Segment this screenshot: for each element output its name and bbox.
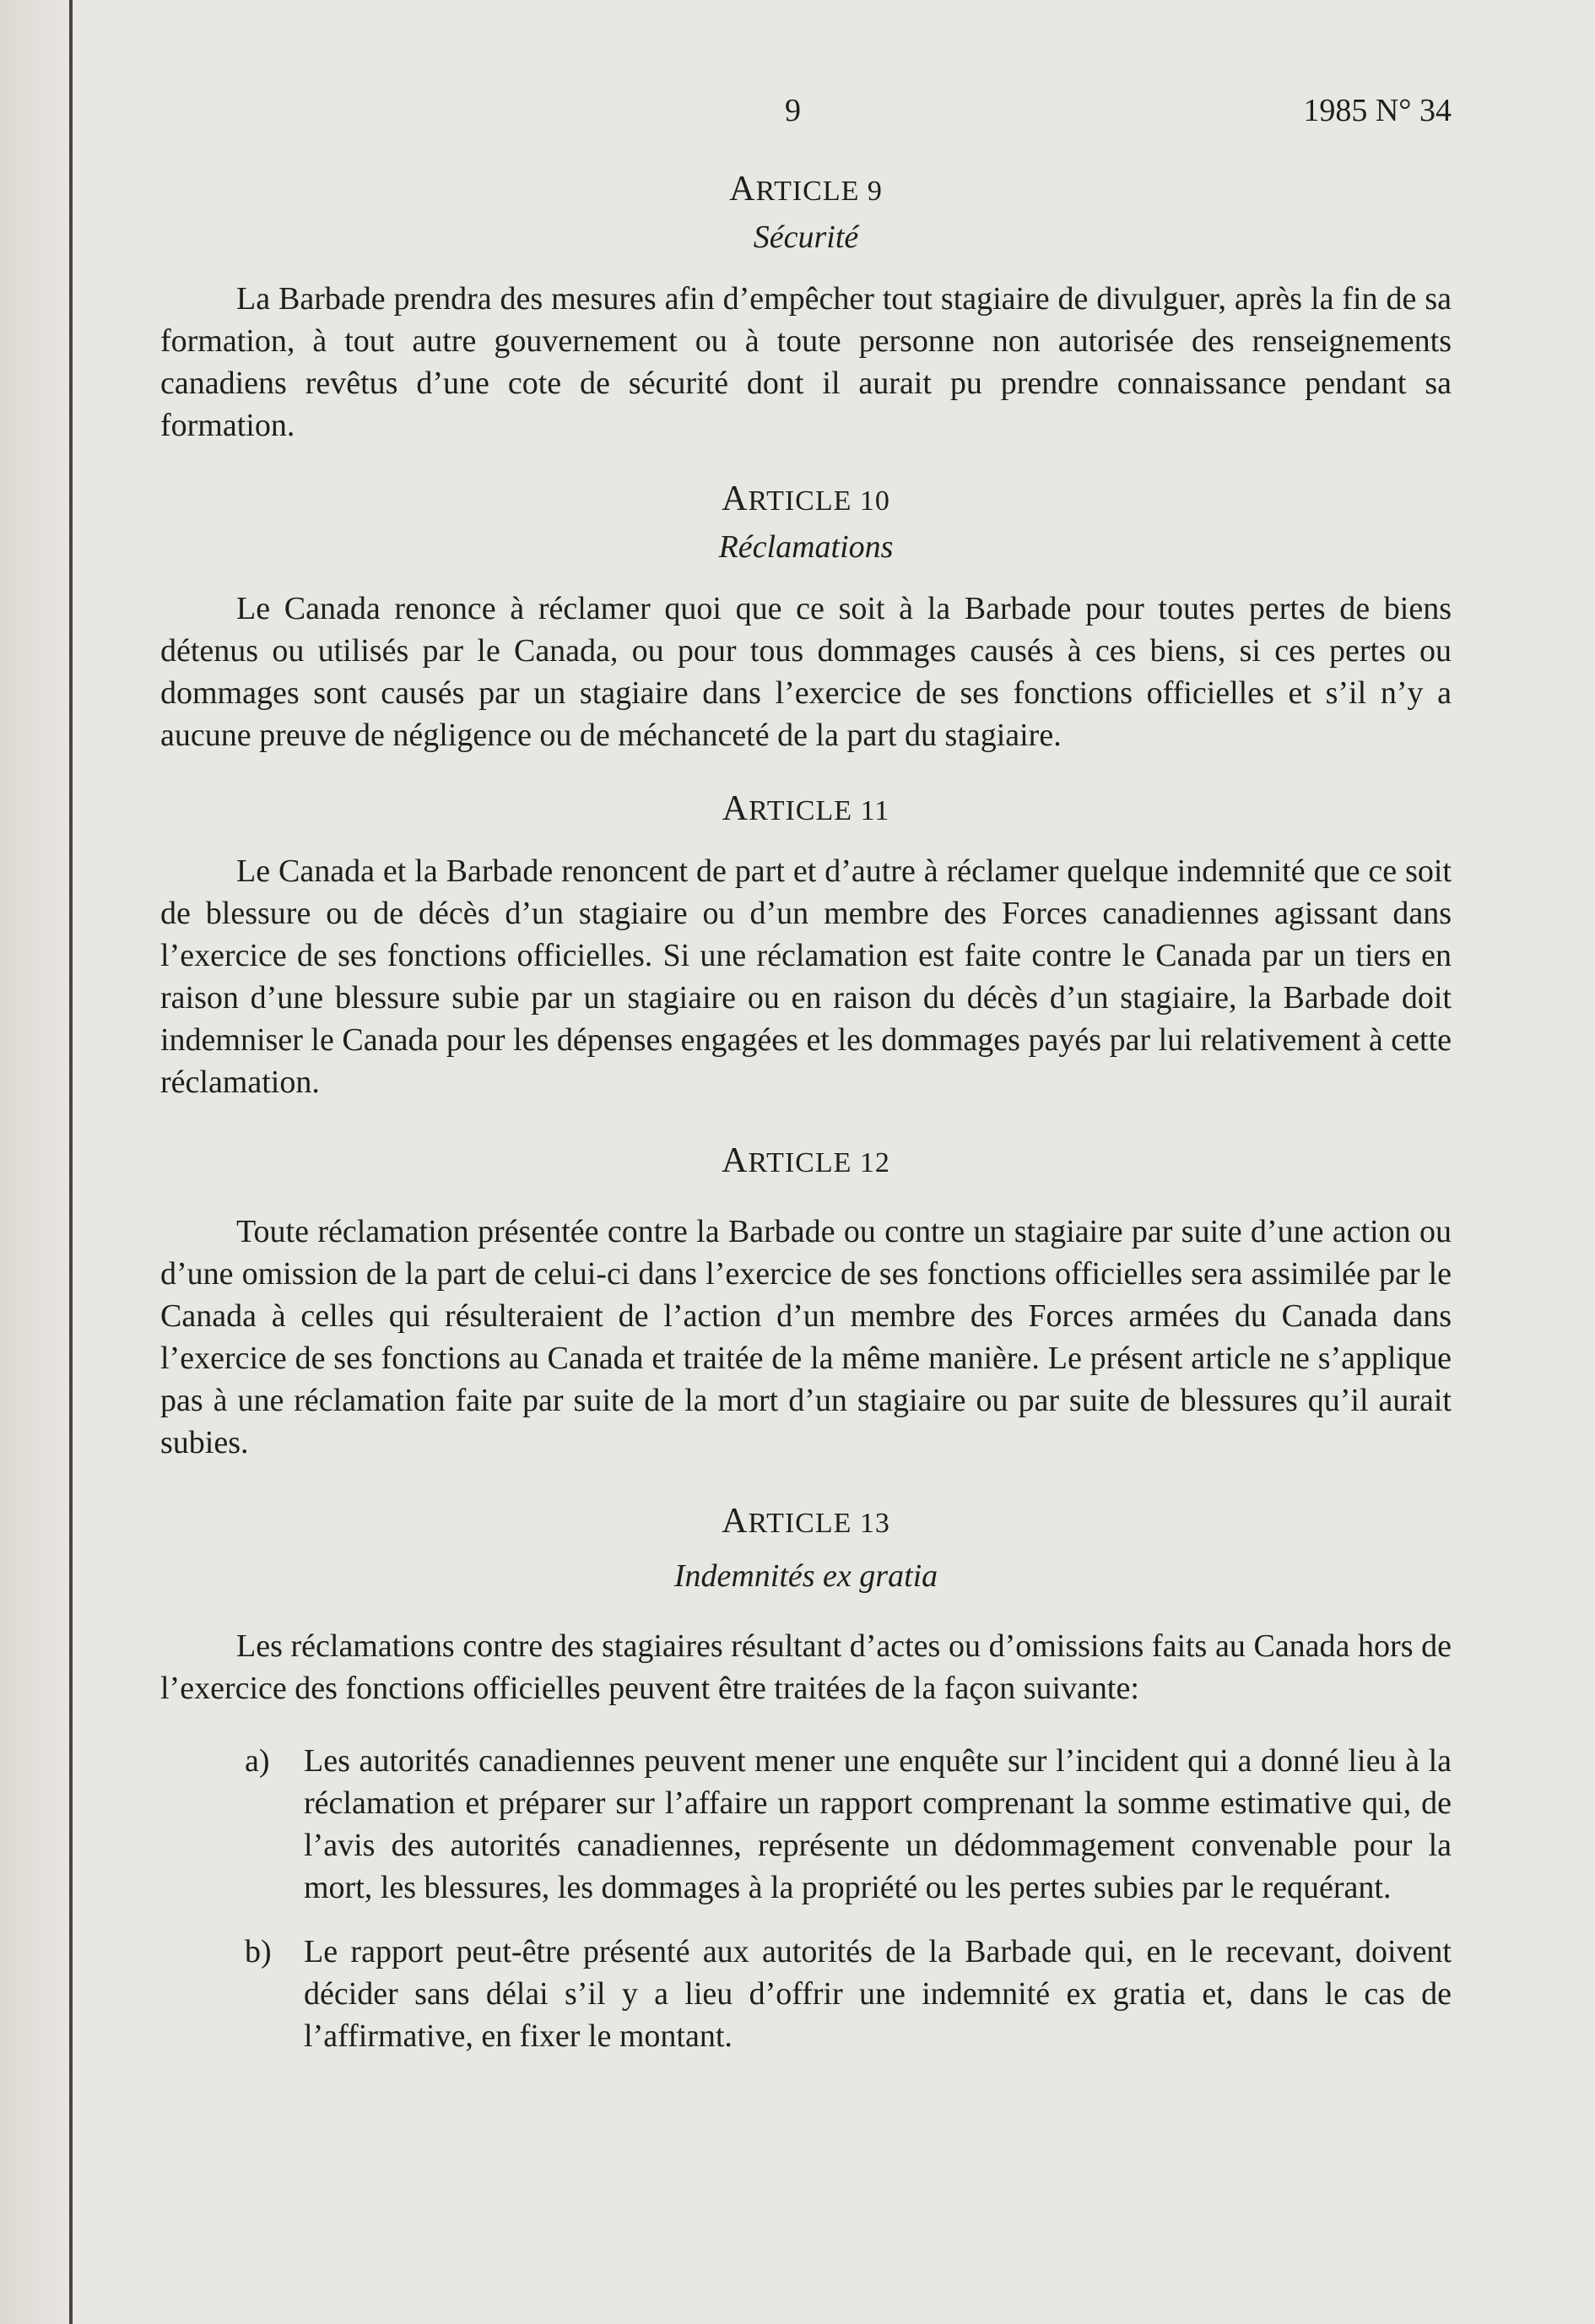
list-item-text: Les autorités canadiennes peuvent mener une enquête sur l’incident qui a donné lieu à la réclamation et préparer sur l’affaire un rapport comprenant la somme estimative qui, de l’avis des autorités canadiennes, représente un dédommagement convenable pour la mort, les blessures, les dommages à la propriété ou les pertes subies par le requérant. [304,1743,1452,1905]
article-paragraph: La Barbade prendra des mesures afin d’empêcher tout stagiaire de divulguer, après la fin de sa formation, à tout autre gouvernement ou à toute personne non autorisée des renseignements canadiens revêtus d’une cote de sécurité dont il aurait pu prendre connaissance pendant sa formation. [160,281,1452,443]
article-heading: ARTICLE 9 [729,170,883,209]
article-9-section [160,171,1452,447]
list-marker: a) [245,1743,270,1779]
list-item [160,1740,1452,1909]
article-heading: ARTICLE 12 [722,1141,890,1180]
list-item-text: Le rapport peut-être présenté aux autorités de la Barbade qui, en le recevant, doivent décider sans délai s’il y a lieu d’offrir une indemnité ex gratia et, dans le cas de l’affirmative, en fixer le montant. [304,1934,1452,2054]
article-subheading: Indemnités ex gratia [673,1558,938,1594]
article-10-section [160,480,1452,756]
article-paragraph: Le Canada renonce à réclamer quoi que ce soit à la Barbade pour toutes pertes de biens détenus ou utilisés par le Canada, ou pour tous dommages causés à ces biens, si ces pertes ou dommages sont causés par un stagiaire dans l’exercice de ses fonctions officielles et s’il n’y a aucune preuve de négligence ou de méchanceté de la part du stagiaire. [160,591,1452,753]
article-paragraph: Le Canada et la Barbade renoncent de part et d’autre à réclamer quelque indemnité que ce soit de blessure ou de décès d’un stagiaire ou d’un membre des Forces canadiennes agissant dans l’exercice de ses fonctions officielles. Si une réclamation est faite contre le Canada par un tiers en raison d’une blessure subie par un stagiaire ou en raison du décès d’un stagiaire, la Barbade doit indemniser le Canada pour les dépenses engagées et les dommages payés par lui relativement à cette réclamation. [160,853,1452,1100]
article-heading: ARTICLE 13 [722,1502,890,1541]
document-page [160,84,1452,2079]
article-subheading: Réclamations [718,529,894,565]
article-13-section [160,1503,1452,2057]
article-12-section [160,1142,1452,1464]
claims-procedure-list [160,1740,1452,2057]
article-heading: ARTICLE 10 [722,479,890,518]
article-subheading: Sécurité [753,219,859,255]
page-binding-shadow [0,0,78,2324]
document-reference: 1985 N° 34 [1303,93,1452,128]
list-item [160,1931,1452,2057]
list-marker: b) [245,1934,272,1969]
binding-edge-line [69,0,73,2324]
article-paragraph: Les réclamations contre des stagiaires résultant d’actes ou d’omissions faits au Canada hors de l’exercice des fonctions officielles peuvent être traitées de la façon suivante: [160,1628,1452,1706]
article-paragraph: Toute réclamation présentée contre la Barbade ou contre un stagiaire par suite d’une action ou d’une omission de la part de celui-ci dans l’exercice de ses fonctions officielles sera assimilée par le Canada à celles qui résulteraient de l’action d’un membre des Forces armées du Canada dans l’exercice de ses fonctions au Canada et traitée de la même manière. Le présent article ne s’applique pas à une réclamation faite par suite de la mort d’un stagiaire ou par suite de blessures qu’il aurait subies. [160,1214,1452,1460]
article-heading: ARTICLE 11 [722,789,890,828]
page-header [160,84,1452,144]
article-11-section [160,790,1452,1103]
page-number: 9 [785,93,801,128]
